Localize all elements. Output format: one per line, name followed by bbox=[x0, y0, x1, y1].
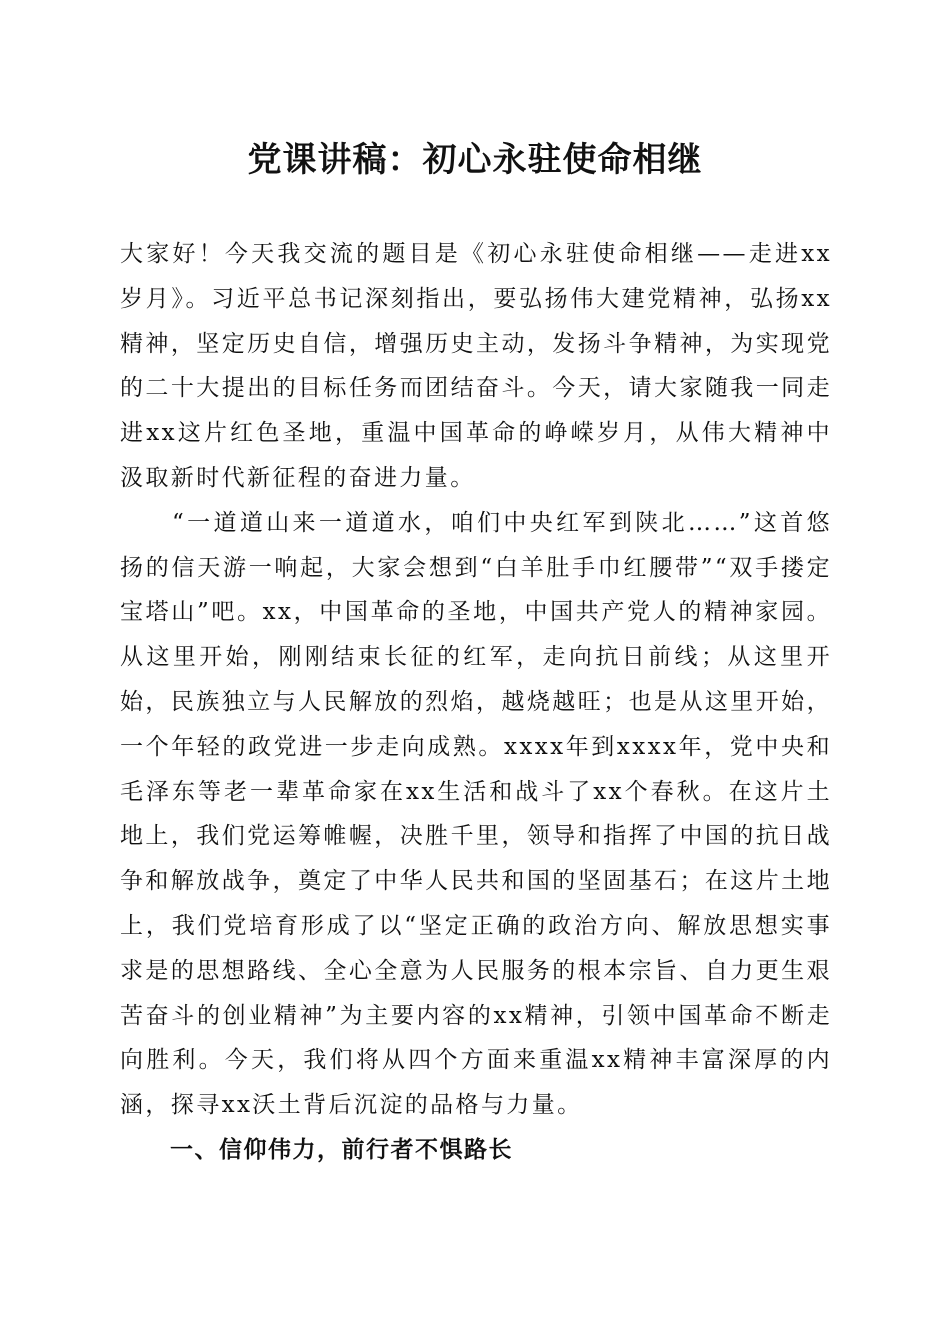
document-body bbox=[120, 232, 832, 1173]
document-title: 党课讲稿：初心永驻使命相继 bbox=[247, 140, 703, 180]
intro-paragraph: 大家好！今天我交流的题目是《初心永驻使命相继——走进xx岁月》。习近平总书记深刻指出，要弘扬伟大建党精神，弘扬xx精神，坚定历史自信，增强历史主动，发扬斗争精神，为实现党的二十大提出的目标任务而团结奋斗。今天，请大家随我一同走进xx这片红色圣地，重温中国革命的峥嵘岁月，从伟大精神中汲取新时代新征程的奋进力量。 bbox=[120, 241, 832, 491]
body-paragraph: “一道道山来一道道水，咱们中央红军到陕北……”这首悠扬的信天游一响起，大家会想到“白羊肚手巾红腰带”“双手搂定宝塔山”吧。xx，中国革命的圣地，中国共产党人的精神家园。从这里开始，刚刚结束长征的红军，走向抗日前线；从这里开始，民族独立与人民解放的烈焰，越烧越旺；也是从这里开始，一个年轻的政党进一步走向成熟。xxxx年到xxxx年，党中央和毛泽东等老一辈革命家在xx生活和战斗了xx个春秋。在这片土地上，我们党运筹帷幄，决胜千里，领导和指挥了中国的抗日战争和解放战争，奠定了中华人民共和国的坚固基石；在这片土地上，我们党培育形成了以“坚定正确的政治方向、解放思想实事求是的思想路线、全心全意为人民服务的根本宗旨、自力更生艰苦奋斗的创业精神”为主要内容的xx精神，引领中国革命不断走向胜利。今天，我们将从四个方面来重温xx精神丰富深厚的内涵，探寻xx沃土背后沉淀的品格与力量。 bbox=[120, 509, 832, 1119]
section-heading: 一、信仰伟力，前行者不惧路长 bbox=[170, 1136, 513, 1163]
